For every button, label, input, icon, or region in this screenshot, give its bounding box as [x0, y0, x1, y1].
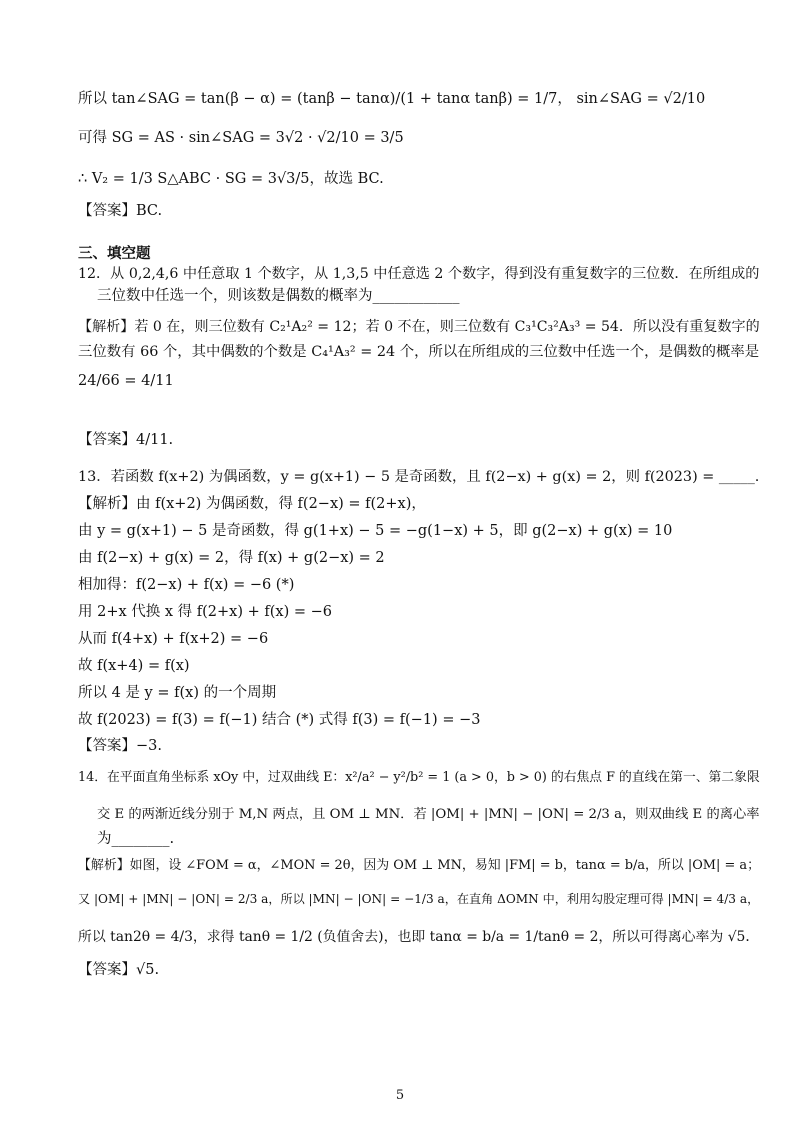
q13-answer: 【答案】−3. — [78, 738, 162, 754]
q12-solution-3: 24/66 = 4/11 — [78, 373, 174, 389]
prev-answer: 【答案】BC. — [78, 203, 163, 219]
q14-solution-2: 又 |OM| + |MN| − |ON| = 2/3 a，所以 |MN| − |ON| = −1/3 a，在直角 ΔOMN 中，利用勾股定理可得 |MN| = 4/3 a， — [78, 892, 760, 906]
prev-solution-line-1: 所以 tan∠SAG = tan(β − α) = (tanβ − tanα)/(1 + tanα tanβ) = 1/7， sin∠SAG = √2/10 — [78, 91, 706, 107]
q12-solution-1: 【解析】若 0 在，则三位数有 C₂¹A₂² = 12；若 0 不在，则三位数有 C₃¹C₃²A₃³ = 54．所以没有重复数字的 — [78, 319, 760, 335]
prev-solution-line-3: ∴ V₂ = 1/3 S△ABC · SG = 3√3/5，故选 BC. — [78, 171, 384, 187]
q13-text: 13．若函数 f(x+2) 为偶函数，y = g(x+1) − 5 是奇函数，且 f(2−x) + g(x) = 2，则 f(2023) = _____. — [78, 469, 760, 485]
q12-solution-2: 三位数有 66 个，其中偶数的个数是 C₄¹A₃² = 24 个，所以在所组成的三位数中任选一个，是偶数的概率是 — [78, 344, 760, 360]
q14-solution-1: 【解析】如图，设 ∠FOM = α，∠MON = 2θ，因为 OM ⊥ MN，易知 |FM| = b，tanα = b/a，所以 |OM| = a； — [78, 858, 760, 873]
q13-solution-7: 故 f(x+4) = f(x) — [78, 658, 190, 674]
q12-text-2: 三位数中任选一个，则该数是偶数的概率为____________ — [97, 288, 460, 304]
q14-answer: 【答案】√5. — [78, 962, 160, 978]
prev-solution-line-2: 可得 SG = AS · sin∠SAG = 3√2 · √2/10 = 3/5 — [78, 130, 404, 146]
q14-text-1: 14．在平面直角坐标系 xOy 中，过双曲线 E：x²/a² − y²/b² = 1 (a > 0，b > 0) 的右焦点 F 的直线在第一、第二象限 — [78, 770, 760, 785]
q13-solution-4: 相加得：f(2−x) + f(x) = −6 (*) — [78, 577, 295, 593]
q13-solution-3: 由 f(2−x) + g(x) = 2，得 f(x) + g(2−x) = 2 — [78, 550, 385, 566]
q13-solution-9: 故 f(2023) = f(3) = f(−1) 结合 (*) 式得 f(3) = f(−1) = −3 — [78, 712, 481, 728]
q14-text-3: 为________. — [97, 831, 175, 847]
q14-solution-3: 所以 tan2θ = 4/3，求得 tanθ = 1/2 (负值舍去)，也即 tanα = b/a = 1/tanθ = 2，所以可得离心率为 √5． — [78, 929, 760, 945]
q13-solution-5: 用 2+x 代换 x 得 f(2+x) + f(x) = −6 — [78, 604, 332, 620]
q14-text-2: 交 E 的两渐近线分别于 M,N 两点，且 OM ⊥ MN．若 |OM| + |MN| − |ON| = 2/3 a，则双曲线 E 的离心率 — [97, 807, 760, 822]
q12-text-1: 12．从 0,2,4,6 中任意取 1 个数字，从 1,3,5 中任意选 2 个数字，得到没有重复数字的三位数．在所组成的 — [78, 266, 760, 282]
q12-answer: 【答案】4/11. — [78, 432, 174, 448]
q13-solution-6: 从而 f(4+x) + f(x+2) = −6 — [78, 631, 269, 647]
section-heading-fill-in: 三、填空题 — [78, 246, 151, 262]
q13-solution-2: 由 y = g(x+1) − 5 是奇函数，得 g(1+x) − 5 = −g(1−x) + 5，即 g(2−x) + g(x) = 10 — [78, 523, 673, 539]
q13-solution-1: 【解析】由 f(x+2) 为偶函数，得 f(2−x) = f(2+x)， — [78, 496, 426, 512]
q13-solution-8: 所以 4 是 y = f(x) 的一个周期 — [78, 685, 277, 701]
page-number: 5 — [395, 1088, 405, 1103]
